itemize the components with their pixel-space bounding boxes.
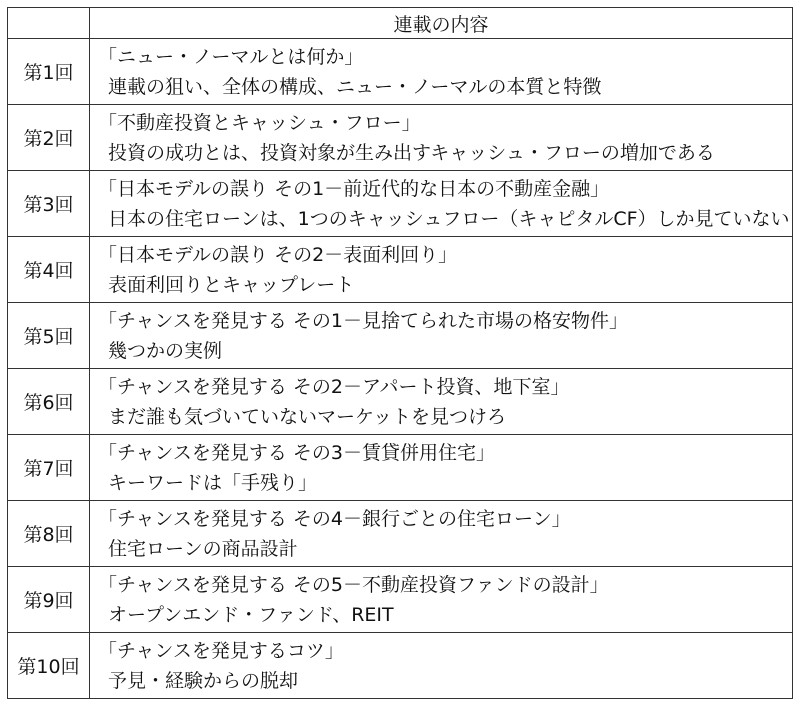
header-number-cell <box>8 8 90 39</box>
table-row <box>8 369 793 435</box>
row-content <box>90 171 793 237</box>
series-contents-table-wrapper <box>7 7 793 699</box>
row-description: キーワードは「手残り」 <box>108 471 318 494</box>
row-title: 「チャンスを発見するコツ」 <box>98 639 344 662</box>
table-row <box>8 39 793 105</box>
table-row <box>8 633 793 699</box>
row-content <box>90 633 793 699</box>
row-number: 第2回 <box>8 105 90 171</box>
row-content <box>90 369 793 435</box>
row-number: 第8回 <box>8 501 90 567</box>
row-title: 「チャンスを発見する その4－銀行ごとの住宅ローン」 <box>98 507 571 530</box>
row-description: 幾つかの実例 <box>108 339 223 362</box>
row-content <box>90 39 793 105</box>
row-content <box>90 501 793 567</box>
table-row <box>8 237 793 303</box>
row-number: 第3回 <box>8 171 90 237</box>
row-description: 予見・経験からの脱却 <box>108 669 299 692</box>
row-title: 「不動産投資とキャッシュ・フロー」 <box>98 111 421 134</box>
row-description: まだ誰も気づいていないマーケットを見つけろ <box>108 405 507 428</box>
row-description: 表面利回りとキャップレート <box>108 273 355 296</box>
table-row <box>8 105 793 171</box>
table-row <box>8 171 793 237</box>
table-header-row <box>8 8 793 39</box>
row-description: 日本の住宅ローンは、1つのキャッシュフロー（キャピタルCF）しか見ていない <box>108 207 790 230</box>
table-row <box>8 435 793 501</box>
row-description: オープンエンド・ファンド、REIT <box>108 603 394 626</box>
row-description: 住宅ローンの商品設計 <box>108 537 298 560</box>
row-number: 第10回 <box>8 633 90 699</box>
row-content <box>90 303 793 369</box>
row-content <box>90 567 793 633</box>
row-title: 「日本モデルの誤り その1－前近代的な日本の不動産金融」 <box>98 177 610 200</box>
row-title: 「チャンスを発見する その5－不動産投資ファンドの設計」 <box>98 573 609 596</box>
row-number: 第1回 <box>8 39 90 105</box>
row-number: 第7回 <box>8 435 90 501</box>
row-content <box>90 435 793 501</box>
row-content <box>90 237 793 303</box>
row-description: 投資の成功とは、投資対象が生み出すキャッシュ・フローの増加である <box>108 141 715 164</box>
row-title: 「チャンスを発見する その3－賃貸併用住宅」 <box>98 441 495 464</box>
row-title: 「ニュー・ノーマルとは何か」 <box>98 45 364 68</box>
row-number: 第9回 <box>8 567 90 633</box>
row-title: 「日本モデルの誤り その2－表面利回り」 <box>98 243 458 266</box>
row-content <box>90 105 793 171</box>
table-row <box>8 501 793 567</box>
row-number: 第4回 <box>8 237 90 303</box>
table-row <box>8 303 793 369</box>
row-number: 第5回 <box>8 303 90 369</box>
row-title: 「チャンスを発見する その2－アパート投資、地下室」 <box>98 375 570 398</box>
row-number: 第6回 <box>8 369 90 435</box>
series-contents-table <box>7 7 793 699</box>
header-contents-cell: 連載の内容 <box>90 8 793 39</box>
row-description: 連載の狙い、全体の構成、ニュー・ノーマルの本質と特徴 <box>108 75 602 98</box>
row-title: 「チャンスを発見する その1－見捨てられた市場の格安物件」 <box>98 309 628 332</box>
table-row <box>8 567 793 633</box>
